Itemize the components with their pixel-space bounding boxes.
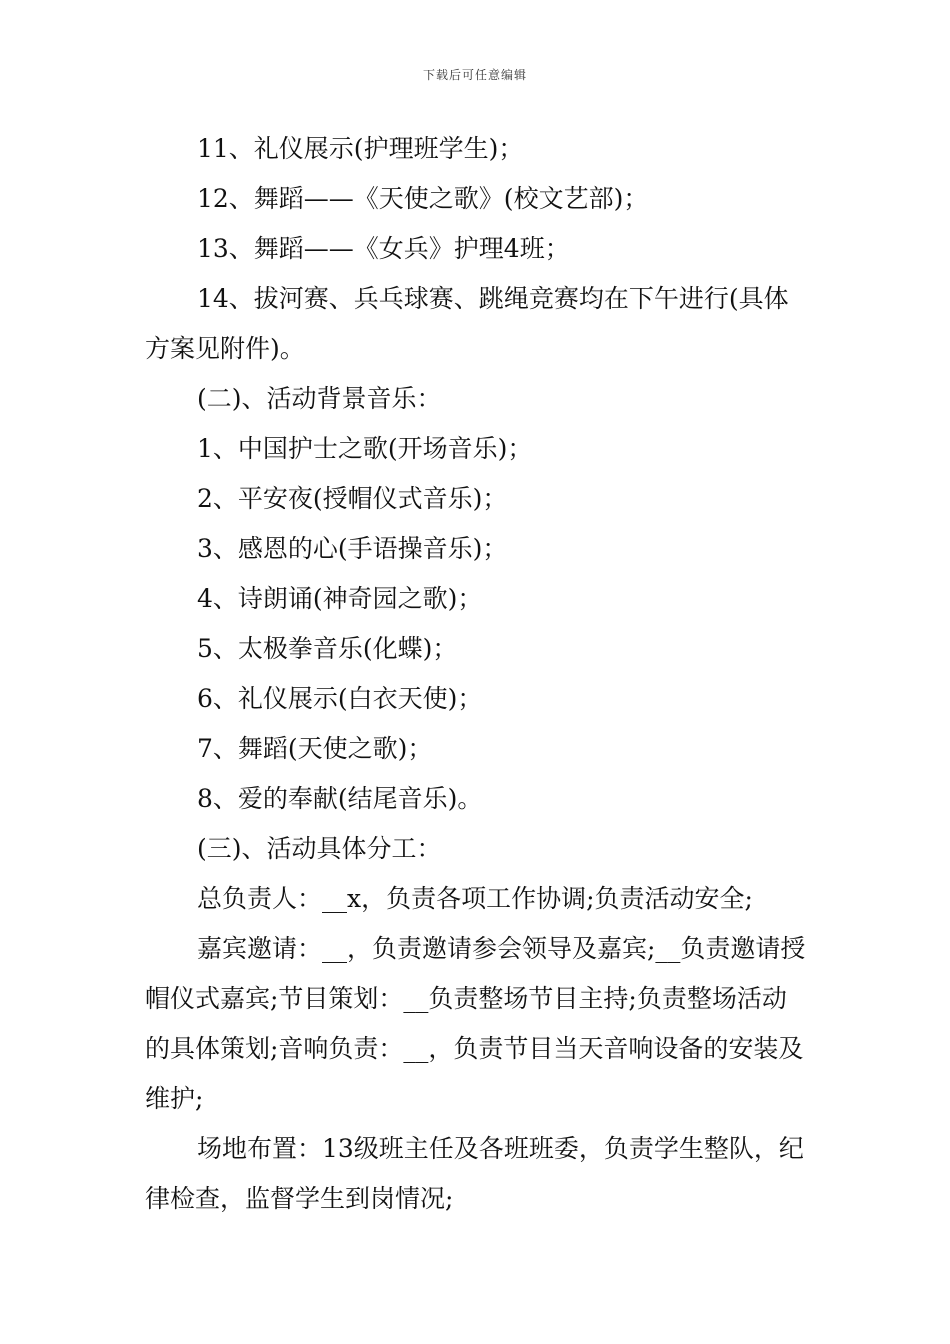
paragraph: 场地布置：13级班主任及各班班委，负责学生整队，纪律检查，监督学生到岗情况; [145,1134,804,1213]
section-heading: (二)、活动背景音乐： [197,384,442,413]
document-body [145,124,810,1224]
paragraph: 11、礼仪展示(护理班学生)； [197,134,524,163]
section-heading: (三)、活动具体分工： [197,834,442,863]
paragraph: 12、舞蹈——《天使之歌》(校文艺部)； [197,184,649,213]
paragraph: 总负责人：__x，负责各项工作协调;负责活动安全; [197,884,753,913]
paragraph: 8、爱的奉献(结尾音乐)。 [197,784,483,813]
paragraph: 5、太极拳音乐(化蝶)； [197,634,458,663]
paragraph: 6、礼仪展示(白衣天使)； [197,684,483,713]
paragraph: 13、舞蹈——《女兵》护理4班； [197,234,570,263]
paragraph: 4、诗朗诵(神奇园之歌)； [197,584,483,613]
paragraph: 3、感恩的心(手语操音乐)； [197,534,508,563]
header-note: 下载后可任意编辑 [422,68,527,82]
paragraph: 嘉宾邀请：__，负责邀请参会领导及嘉宾;__负责邀请授帽仪式嘉宾;节目策划：__负责整场节目主持;负责整场活动的具体策划;音响负责：__，负责节目当天音响设备的安装及维护; [145,934,806,1113]
paragraph: 2、平安夜(授帽仪式音乐)； [197,484,508,513]
paragraph: 7、舞蹈(天使之歌)； [197,734,433,763]
paragraph: 14、拔河赛、兵乓球赛、跳绳竞赛均在下午进行(具体方案见附件)。 [145,284,789,363]
paragraph: 1、中国护士之歌(开场音乐)； [197,434,533,463]
